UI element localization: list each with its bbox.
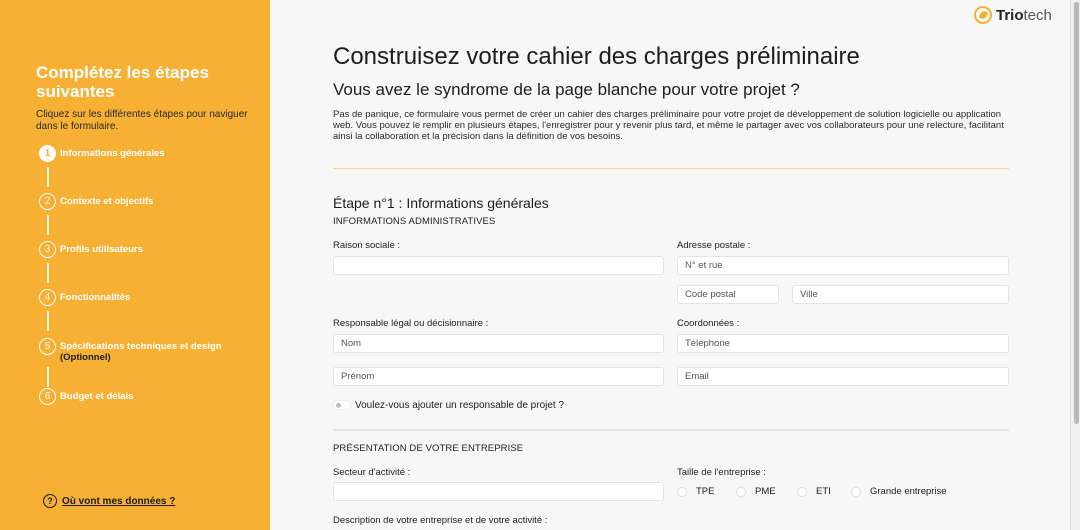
step-label: Budget et délais	[60, 391, 134, 402]
triotech-logo[interactable]	[974, 6, 1052, 24]
taille-label: Taille de l'entreprise :	[677, 467, 766, 478]
section-admin-heading: INFORMATIONS ADMINISTRATIVES	[333, 216, 496, 227]
sidebar-title: Complétez les étapes suivantes	[36, 63, 209, 101]
question-circle-icon: ?	[43, 494, 57, 508]
street-input[interactable]: N° et rue	[677, 256, 1009, 275]
radio-eti[interactable]: ETI	[797, 486, 831, 497]
add-project-manager-toggle[interactable]	[333, 400, 351, 410]
intro-text: Pas de panique, ce formulaire vous permet de créer un cahier des charges préliminaire pour votre projet de développement de solution logicielle ou application web. Vous pouvez le remplir en plusieurs étapes, l'enregistrer pour y revenir plus tard, et même le partager avec vos collaborateurs pour une relecture, facilitant ainsi la collaboration et la précision dans la définition de vos besoins.	[333, 109, 1004, 142]
toggle-knob	[336, 403, 341, 408]
zip-input[interactable]: Code postal	[677, 285, 779, 304]
step-connector	[47, 367, 49, 387]
scrollbar-thumb[interactable]	[1074, 2, 1079, 424]
step-connector	[47, 215, 49, 235]
step-number-icon: 6	[39, 388, 56, 405]
step-number-icon: 3	[39, 241, 56, 258]
page-scrollbar[interactable]	[1070, 0, 1080, 530]
step-number-icon: 4	[39, 289, 56, 306]
divider	[333, 168, 1009, 169]
description-label: Description de votre entreprise et de votre activité :	[333, 515, 548, 526]
secteur-label: Secteur d'activité :	[333, 467, 411, 478]
step-label: Informations générales	[60, 148, 165, 159]
step-number-icon: 1	[39, 145, 56, 162]
step-label: Contexte et objectifs	[60, 196, 154, 207]
step-profils-utilisateurs[interactable]	[39, 241, 143, 258]
secteur-input[interactable]	[333, 482, 664, 501]
step-connector	[47, 263, 49, 283]
leaf-circle-icon	[974, 6, 992, 24]
radio-pme[interactable]: PME	[736, 486, 776, 497]
step-title: Étape n°1 : Informations générales	[333, 195, 549, 211]
section-divider	[333, 429, 1009, 431]
raison-sociale-label: Raison sociale :	[333, 240, 401, 251]
step-number-icon: 5	[39, 338, 56, 355]
radio-tpe[interactable]: TPE	[677, 486, 714, 497]
prenom-input[interactable]: Prénom	[333, 367, 664, 386]
responsable-label: Responsable légal ou décisionnaire :	[333, 318, 489, 329]
add-project-manager-label: Voulez-vous ajouter un responsable de projet ?	[355, 400, 565, 411]
step-label	[60, 338, 222, 363]
step-number-icon: 2	[39, 193, 56, 210]
radio-circle-icon	[851, 487, 861, 497]
step-connector	[47, 167, 49, 187]
data-privacy-link-text[interactable]: Où vont mes données ?	[62, 495, 176, 507]
step-connector	[47, 311, 49, 331]
city-input[interactable]: Ville	[792, 285, 1009, 304]
adresse-label: Adresse postale :	[677, 240, 751, 251]
steps-sidebar	[0, 0, 270, 530]
step-specifications[interactable]	[39, 338, 222, 363]
radio-circle-icon	[736, 487, 746, 497]
page-subtitle: Vous avez le syndrome de la page blanche pour votre projet ?	[333, 80, 800, 99]
coordonnees-label: Coordonnées :	[677, 318, 740, 329]
step-label-text: Spécifications techniques et design	[60, 341, 222, 352]
email-input[interactable]: Email	[677, 367, 1009, 386]
step-budget-delais[interactable]	[39, 388, 133, 405]
step-label: Fonctionnalités	[60, 292, 131, 303]
radio-grande-entreprise[interactable]: Grande entreprise	[851, 486, 947, 497]
sidebar-subtitle: Cliquez sur les différentes étapes pour naviguer dans le formulaire.	[36, 109, 248, 132]
data-privacy-link[interactable]	[43, 494, 175, 508]
step-contexte-objectifs[interactable]	[39, 193, 153, 210]
raison-sociale-input[interactable]	[333, 256, 664, 275]
step-informations-generales[interactable]	[39, 145, 165, 162]
nom-input[interactable]: Nom	[333, 334, 664, 353]
telephone-input[interactable]: Téléphone	[677, 334, 1009, 353]
brand-name: Triotech	[996, 6, 1052, 24]
radio-circle-icon	[797, 487, 807, 497]
page-title: Construisez votre cahier des charges préliminaire	[333, 43, 860, 70]
section-company-heading: PRÉSENTATION DE VOTRE ENTREPRISE	[333, 443, 524, 454]
step-fonctionnalites[interactable]	[39, 289, 130, 306]
optional-note: (Optionnel)	[60, 352, 111, 363]
radio-circle-icon	[677, 487, 687, 497]
step-label: Profils utilisateurs	[60, 244, 143, 255]
